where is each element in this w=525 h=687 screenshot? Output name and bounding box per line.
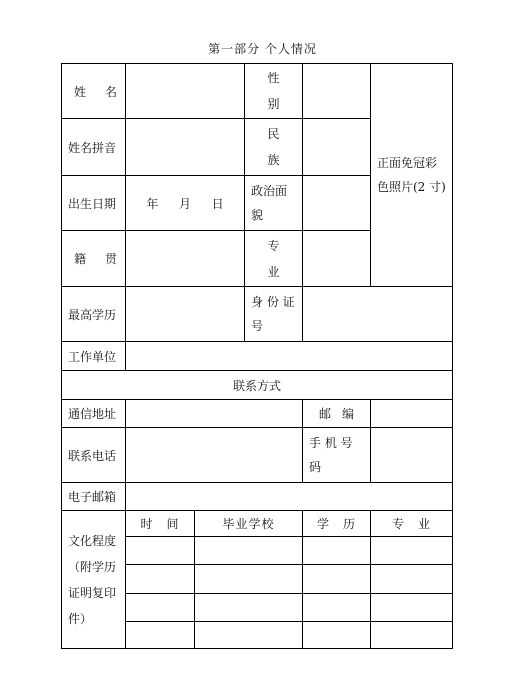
contact-header: 联系方式: [62, 371, 453, 400]
photo-box[interactable]: [371, 64, 453, 287]
edu-col-time: 时 间: [126, 511, 195, 537]
edu-time-cell[interactable]: [126, 537, 195, 565]
edu-degree-cell[interactable]: [303, 537, 371, 565]
mobile-label: 手 机 号 码: [303, 428, 371, 483]
name-field[interactable]: [126, 64, 245, 119]
edu-school-cell[interactable]: [195, 537, 303, 565]
edu-col-degree: 学 历: [303, 511, 371, 537]
day-label: 日: [211, 196, 224, 211]
edu-school-cell[interactable]: [195, 565, 303, 594]
ethnicity-field[interactable]: [303, 119, 371, 176]
edu-degree-cell[interactable]: [303, 565, 371, 594]
id-number-label: 身 份 证 号: [245, 287, 303, 342]
major-field[interactable]: [303, 231, 371, 287]
gender-label: 性 别: [245, 64, 303, 119]
edu-major-cell[interactable]: [371, 594, 453, 622]
edu-time-cell[interactable]: [126, 565, 195, 594]
origin-field[interactable]: [126, 231, 245, 287]
page-title: 第一部分 个人情况: [208, 42, 317, 56]
postcode-label: 邮 编: [303, 400, 371, 428]
edu-col-major: 专 业: [371, 511, 453, 537]
origin-label: 籍 贯: [62, 231, 126, 287]
year-label: 年: [146, 196, 159, 211]
email-label: 电子邮箱: [62, 483, 126, 511]
employer-label: 工作单位: [62, 342, 126, 371]
major-label: 专 业: [245, 231, 303, 287]
address-label: 通信地址: [62, 400, 126, 428]
birth-field[interactable]: [126, 176, 245, 231]
gender-field[interactable]: [303, 64, 371, 119]
phone-label: 联系电话: [62, 428, 126, 483]
mobile-field[interactable]: [371, 428, 453, 483]
edu-school-cell[interactable]: [195, 622, 303, 649]
politics-field[interactable]: [303, 176, 371, 231]
email-field[interactable]: [126, 483, 453, 511]
employer-field[interactable]: [126, 342, 453, 371]
edu-major-cell[interactable]: [371, 565, 453, 594]
postcode-field[interactable]: [371, 400, 453, 428]
politics-label: 政治面貌: [245, 176, 303, 231]
id-number-field[interactable]: [303, 287, 453, 342]
education-top-field[interactable]: [126, 287, 245, 342]
edu-time-cell[interactable]: [126, 594, 195, 622]
name-label: 姓 名: [62, 64, 126, 119]
edu-major-cell[interactable]: [371, 622, 453, 649]
edu-time-cell[interactable]: [126, 622, 195, 649]
education-history-label: 文化程度（附学历证明复印件）: [62, 511, 126, 649]
edu-degree-cell[interactable]: [303, 622, 371, 649]
edu-major-cell[interactable]: [371, 537, 453, 565]
address-field[interactable]: [126, 400, 303, 428]
photo-label: 正面免冠彩色照片(2 寸): [377, 156, 446, 194]
education-top-label: 最高学历: [62, 287, 126, 342]
pinyin-field[interactable]: [126, 119, 245, 176]
edu-school-cell[interactable]: [195, 594, 303, 622]
edu-col-school: 毕业学校: [195, 511, 303, 537]
pinyin-label: 姓名拼音: [62, 119, 126, 176]
personal-info-table: [61, 63, 453, 649]
ethnicity-label: 民 族: [245, 119, 303, 176]
edu-degree-cell[interactable]: [303, 594, 371, 622]
month-label: 月: [178, 196, 191, 211]
birth-label: 出生日期: [62, 176, 126, 231]
phone-field[interactable]: [126, 428, 303, 483]
